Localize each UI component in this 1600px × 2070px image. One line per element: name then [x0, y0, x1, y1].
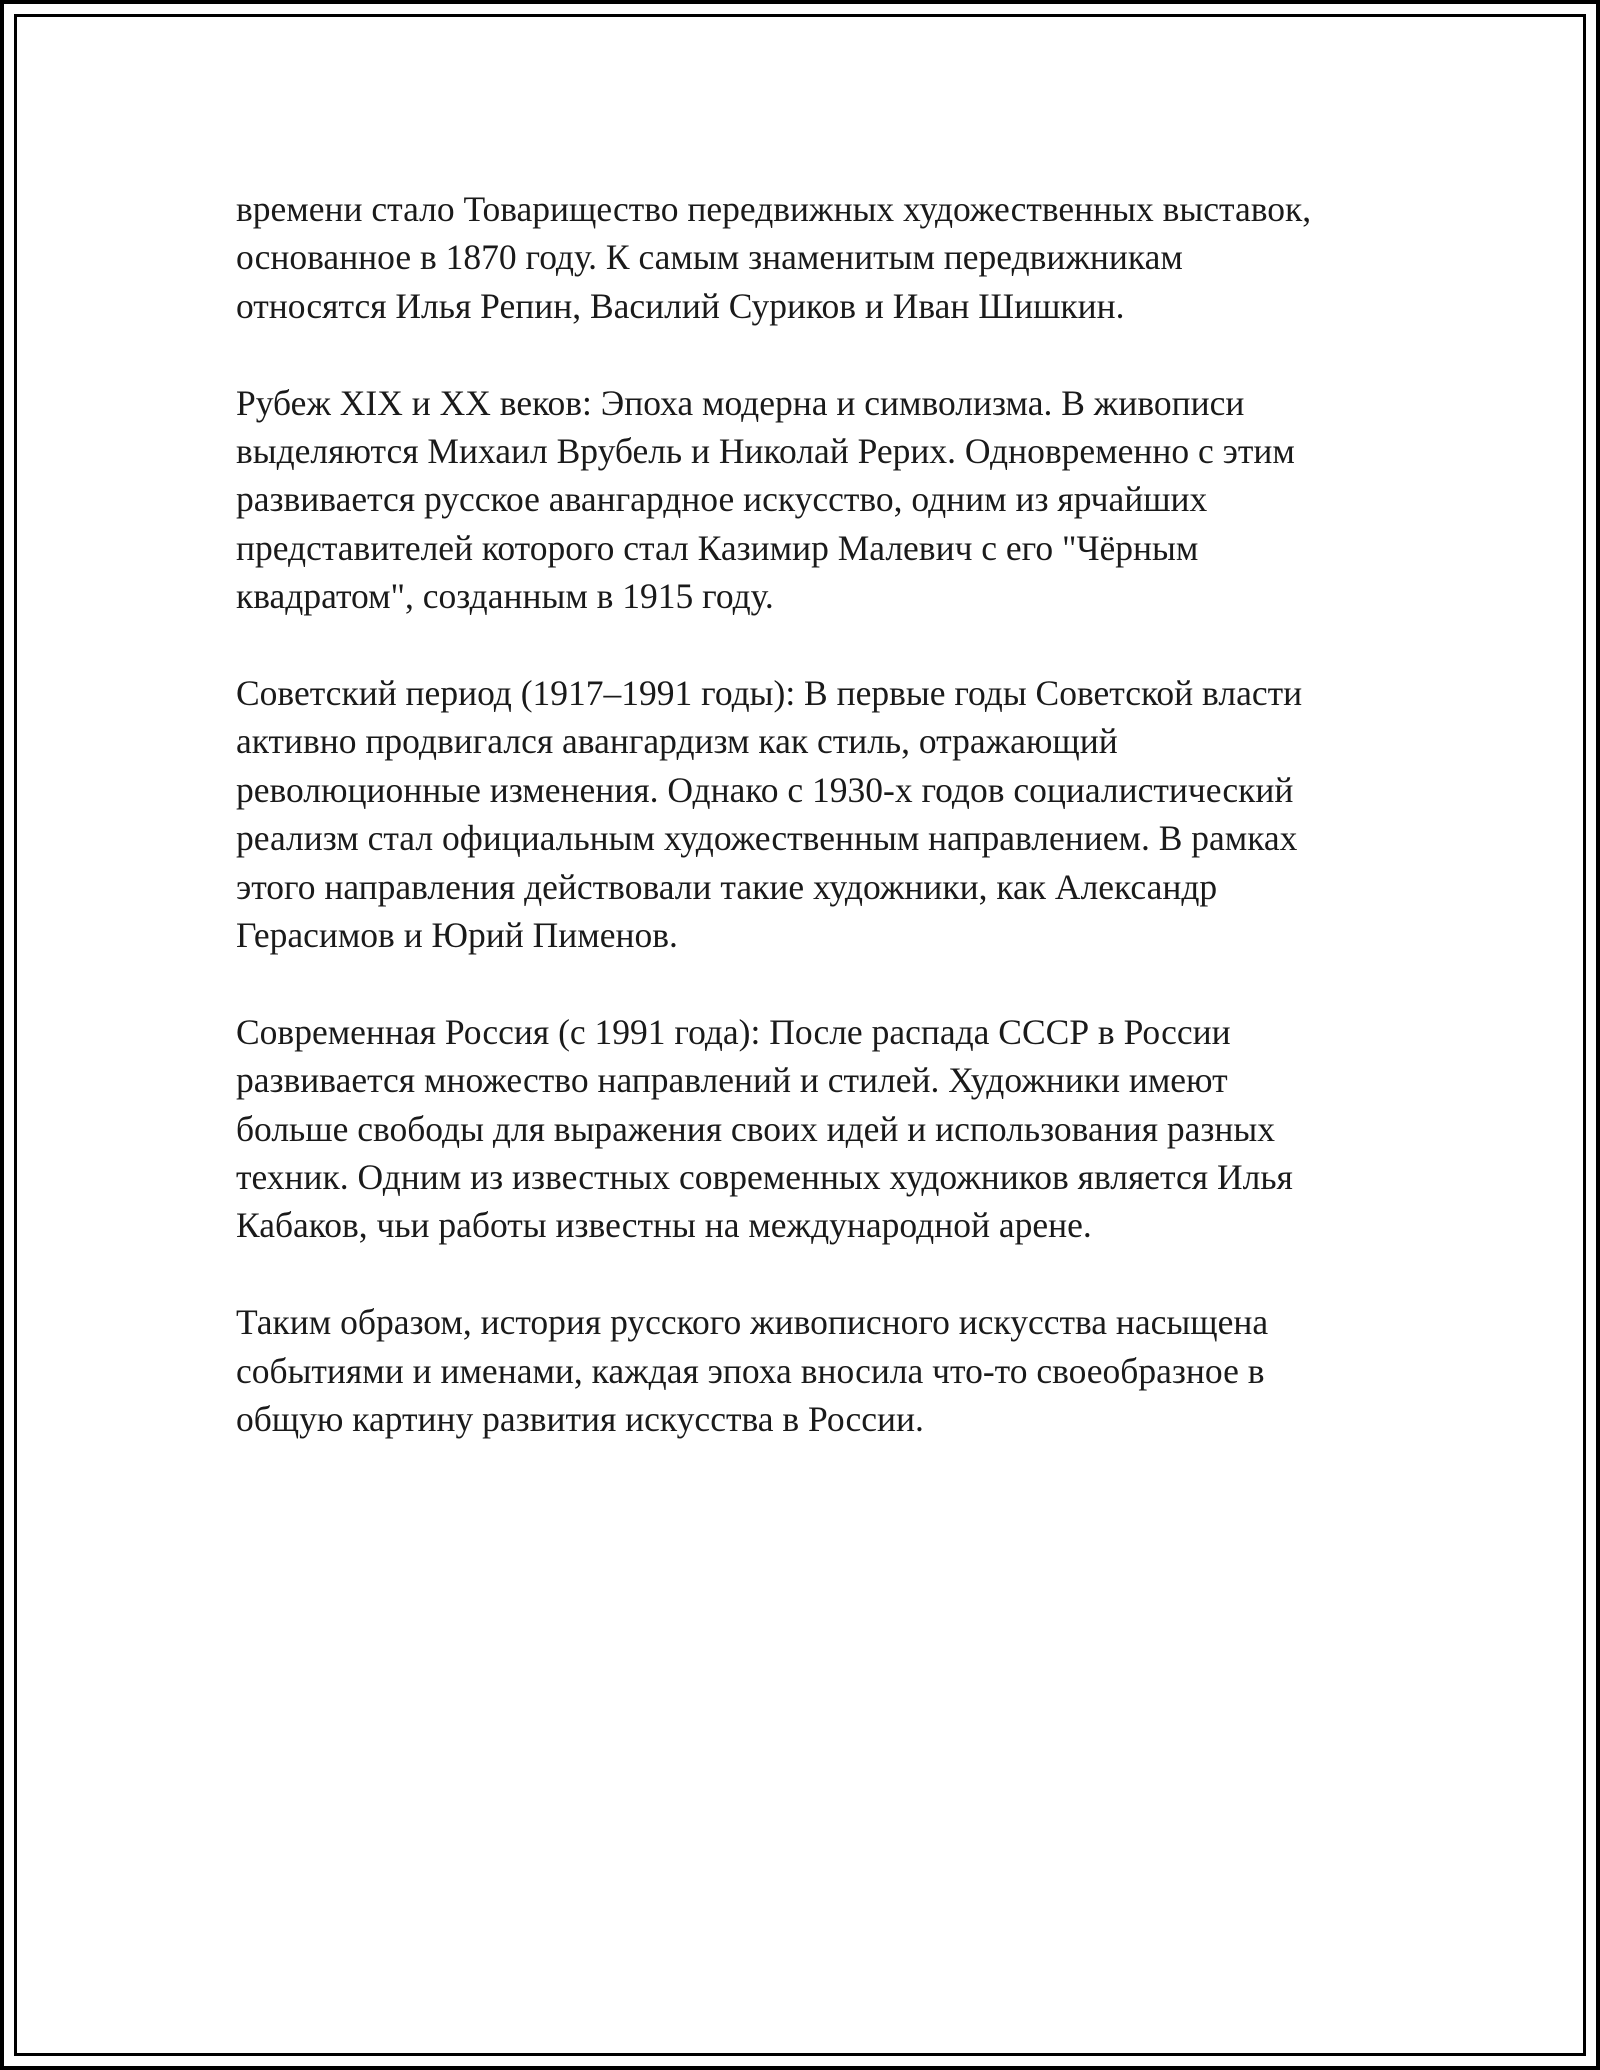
document-body [236, 185, 1376, 1492]
paragraph-modern-symbolism: Рубеж XIX и XX веков: Эпоха модерна и символизма. В живописи выделяются Михаил Врубель и Николай Рерих. Одновременно с этим развивается русское авангардное искусство, одним из ярчайших представителей которого стал Казимир Малевич с его "Чёрным квадратом", созданным в 1915 году. [236, 382, 1295, 617]
paragraph-modern-russia: Современная Россия (с 1991 года): После распада СССР в России развивается множество направлений и стилей. Художники имеют больше свободы для выражения своих идей и использования разных техник. Одним из известных современных художников является Илья Кабаков, чьи работы известны на международной арене. [236, 1011, 1293, 1246]
paragraph-conclusion: Таким образом, история русского живописного искусства насыщена событиями и именами, каждая эпоха вносила что-то своеобразное в общую картину развития искусства в России. [236, 1302, 1269, 1440]
paragraph-soviet-period: Советский период (1917–1991 годы): В первые годы Советской власти активно продвигался авангардизм как стиль, отражающий революционные изменения. Однако с 1930-х годов социалистический реализм стал официальным художественным направлением. В рамках этого направления действовали такие художники, как Александр Герасимов и Юрий Пименов. [236, 673, 1303, 956]
paragraph-peredvizhniki: времени стало Товарищество передвижных художественных выставок, основанное в 1870 году. К самым знаменитым передвижникам относятся Илья Репин, Василий Суриков и Иван Шишкин. [236, 189, 1312, 326]
